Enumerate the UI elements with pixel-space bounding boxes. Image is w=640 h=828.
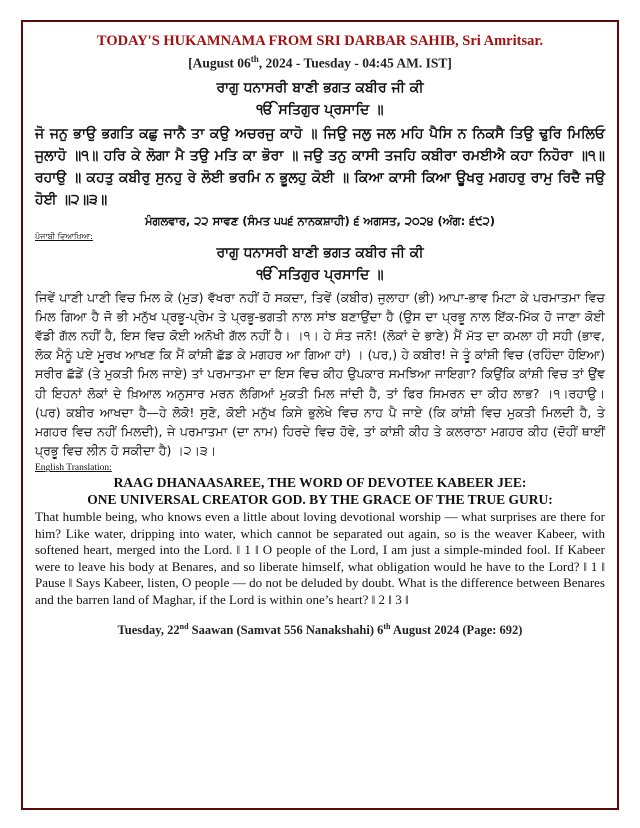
footer-middle: Saawan (Samvat 556 Nanakshahi) 6 — [188, 623, 384, 638]
header-date-suffix: , 2024 - Tuesday - 04:45 AM. IST] — [258, 55, 452, 71]
english-title-line-2: ONE UNIVERSAL CREATOR GOD. BY THE GRACE OF THE TRUE GURU: — [87, 492, 553, 508]
english-translation-text: That humble being, who knows even a little about loving devotional worship — what surprises are there for him? Like water, dripping into water, which cannot be separated out again, so is the weaver Kabeer, with softened heart, merged into the Lord. ‖ 1 ‖ O people of the Lord, I am just a simple-minded fool. If Kabeer were to leave his body at Benares, and so liberate himself, what obligation would he have to the Lord? ‖ 1 ‖ Pause ‖ Says Kabeer, listen, O people — do not be deluded by doubt. What is the difference between Benares and the barren land of Maghar, if the Lord is within one’s heart? ‖ 2 ‖ 3 ‖ — [35, 509, 605, 607]
footer-sup: nd — [179, 622, 189, 632]
footer-sup-2: th — [383, 622, 391, 632]
footer-suffix: August 2024 (Page: 692) — [390, 623, 523, 638]
gurbani-verse: ਜੋ ਜਨੁ ਭਾਉ ਭਗਤਿ ਕਛੁ ਜਾਨੈ ਤਾ ਕਉ ਅਚਰਜੁ ਕਾਹੋ ॥ ਜਿਉ ਜਲੁ ਜਲ ਮਹਿ ਪੈਸਿ ਨ ਨਿਕਸੈ ਤਿਉ ਢੁਰਿ ਮਿਲਿਓ ਜੁਲਾਹੋ ॥੧॥ ਹਰਿ ਕੇ ਲੋਗਾ ਮੈ ਤਉ ਮਤਿ ਕਾ ਭੋਰਾ ॥ ਜਉ ਤਨੁ ਕਾਸੀ ਤਜਹਿ ਕਬੀਰਾ ਰਮਈਐ ਕਹਾ ਨਿਹੋਰਾ ॥੧॥ ਰਹਾਉ ॥ ਕਹਤੁ ਕਬੀਰੁ ਸੁਨਹੁ ਰੇ ਲੋਈ ਭਰਮਿ ਨ ਭੂਲਹੁ ਕੋਈ ॥ ਕਿਆ ਕਾਸੀ ਕਿਆ ਊਖਰੁ ਮਗਹਰੁ ਰਾਮੁ ਰਿਦੈ ਜਉ ਹੋਈ ॥੨॥੩॥ — [35, 125, 605, 208]
explanation-mool-line: ੴ ਸਤਿਗੁਰ ਪ੍ਰਸਾਦਿ ॥ — [256, 266, 384, 283]
punjabi-explanation-label: ਪੰਜਾਬੀ ਵਿਆਖਿਆ: — [35, 231, 93, 241]
explanation-raag-line: ਰਾਗੁ ਧਨਾਸਰੀ ਬਾਣੀ ਭਗਤ ਕਬੀਰ ਜੀ ਕੀ — [216, 244, 424, 261]
header-date-prefix: [August 06 — [188, 55, 251, 71]
gurbani-raag-line: ਰਾਗੁ ਧਨਾਸਰੀ ਬਾਣੀ ਭਗਤ ਕਬੀਰ ਜੀ ਕੀ — [216, 79, 424, 96]
gurbani-mool-line: ੴ ਸਤਿਗੁਰ ਪ੍ਰਸਾਦਿ ॥ — [256, 101, 384, 118]
page-border — [21, 20, 619, 810]
punjabi-date-line: ਮੰਗਲਵਾਰ, ੨੨ ਸਾਵਣ (ਸੰਮਤ ੫੫੬ ਨਾਨਕਸ਼ਾਹੀ) ੬ ਅਗਸਤ, ੨੦੨੪ (ਅੰਗ: ੬੯੨) — [144, 213, 496, 228]
header-date-sup: th — [250, 54, 259, 64]
english-translation-label: English Translation: — [35, 463, 112, 474]
english-title-line-1: RAAG DHANAASAREE, THE WORD OF DEVOTEE KABEER JEE: — [113, 475, 527, 491]
punjabi-explanation-text: ਜਿਵੇਂ ਪਾਣੀ ਪਾਣੀ ਵਿਚ ਮਿਲ ਕੇ (ਮੁੜ) ਵੱਖਰਾ ਨਹੀਂ ਹੋ ਸਕਦਾ, ਤਿਵੇਂ (ਕਬੀਰ) ਜੁਲਾਹਾ (ਭੀ) ਆਪਾ-ਭਾਵ ਮਿਟਾ ਕੇ ਪਰਮਾਤਮਾ ਵਿਚ ਮਿਲ ਗਿਆ ਹੈ ਜੋ ਭੀ ਮਨੁੱਖ ਪ੍ਰਭੂ-ਪ੍ਰੇਮ ਤੇ ਪ੍ਰਭੂ-ਭਗਤੀ ਨਾਲ ਸਾਂਝ ਬਣਾਉਂਦਾ ਹੈ (ਉਸ ਦਾ ਪ੍ਰਭੂ ਨਾਲ ਇੱਕ-ਮਿੱਕ ਹੋ ਜਾਣਾ ਕੋਈ ਵੱਡੀ ਗੱਲ ਨਹੀਂ ਹੈ, ਇਸ ਵਿਚ ਕੋਈ ਅਨੋਖੀ ਗੱਲ ਨਹੀਂ ਹੈ। ।੧। ਹੇ ਸੰਤ ਜਨੋ! (ਲੋਕਾਂ ਦੇ ਭਾਣੇ) ਮੈਂ ਮੱਤ ਦਾ ਕਮਲਾ ਹੀ ਸਹੀ (ਭਾਵ, ਲੋਕ ਮੈਨੂੰ ਪਏ ਮੂਰਖ ਆਖਣ ਕਿ ਮੈਂ ਕਾਂਸ਼ੀ ਛੱਡ ਕੇ ਮਗਹਰ ਆ ਗਿਆ ਹਾਂ) । (ਪਰ,) ਹੇ ਕਬੀਰ! ਜੇ ਤੂੰ ਕਾਂਸ਼ੀ ਵਿਚ (ਰਹਿੰਦਾ ਹੋਇਆ) ਸਰੀਰ ਛੱਡੇਂ (ਤੇ ਮੁਕਤੀ ਮਿਲ ਜਾਏ) ਤਾਂ ਪਰਮਾਤਮਾ ਦਾ ਇਸ ਵਿਚ ਕੀਹ ਉਪਕਾਰ ਸਮਝਿਆ ਜਾਇਗਾ? ਕਿਉਂਕਿ ਕਾਂਸ਼ੀ ਵਿਚ ਤਾਂ ਉਂਞ ਹੀ ਇਹਨਾਂ ਲੋਕਾਂ ਦੇ ਖ਼ਿਆਲ ਅਨੁਸਾਰ ਮਰਨ ਲੱਗਿਆਂ ਮੁਕਤੀ ਮਿਲ ਜਾਂਦੀ ਹੈ, ਤਾਂ ਫਿਰ ਸਿਮਰਨ ਦਾ ਕੀਹ ਲਾਭ? ।੧।ਰਹਾਉ। (ਪਰ) ਕਬੀਰ ਆਖਦਾ ਹੈ—ਹੇ ਲੋਕੋ! ਸੁਣੋ, ਕੋਈ ਮਨੁੱਖ ਕਿਸੇ ਭੁਲੇਖੇ ਵਿਚ ਨਾਹ ਪੈ ਜਾਏ (ਕਿ ਕਾਂਸ਼ੀ ਵਿਚ ਮੁਕਤੀ ਮਿਲਦੀ ਹੈ, ਤੇ ਮਗਹਰ ਵਿਚ ਨਹੀਂ ਮਿਲਦੀ), ਜੇ ਪਰਮਾਤਮਾ (ਦਾ ਨਾਮ) ਹਿਰਦੇ ਵਿਚ ਹੋਵੇ, ਤਾਂ ਕਾਂਸ਼ੀ ਕੀਹ ਤੇ ਕਲਰਾਠਾ ਮਗਹਰ ਕੀਹ (ਦੋਹੀਂ ਥਾਈਂ ਪ੍ਰਭੂ ਵਿਚ ਲੀਨ ਹੋ ਸਕੀਦਾ ਹੈ) ।੨।੩। — [35, 289, 605, 459]
content — [35, 32, 605, 639]
english-date-footer — [35, 618, 605, 639]
footer-prefix: Tuesday, 22 — [117, 623, 180, 638]
header-date — [35, 50, 605, 73]
page-title: TODAY'S HUKAMNAMA FROM SRI DARBAR SAHIB, Sri Amritsar. — [96, 33, 544, 49]
